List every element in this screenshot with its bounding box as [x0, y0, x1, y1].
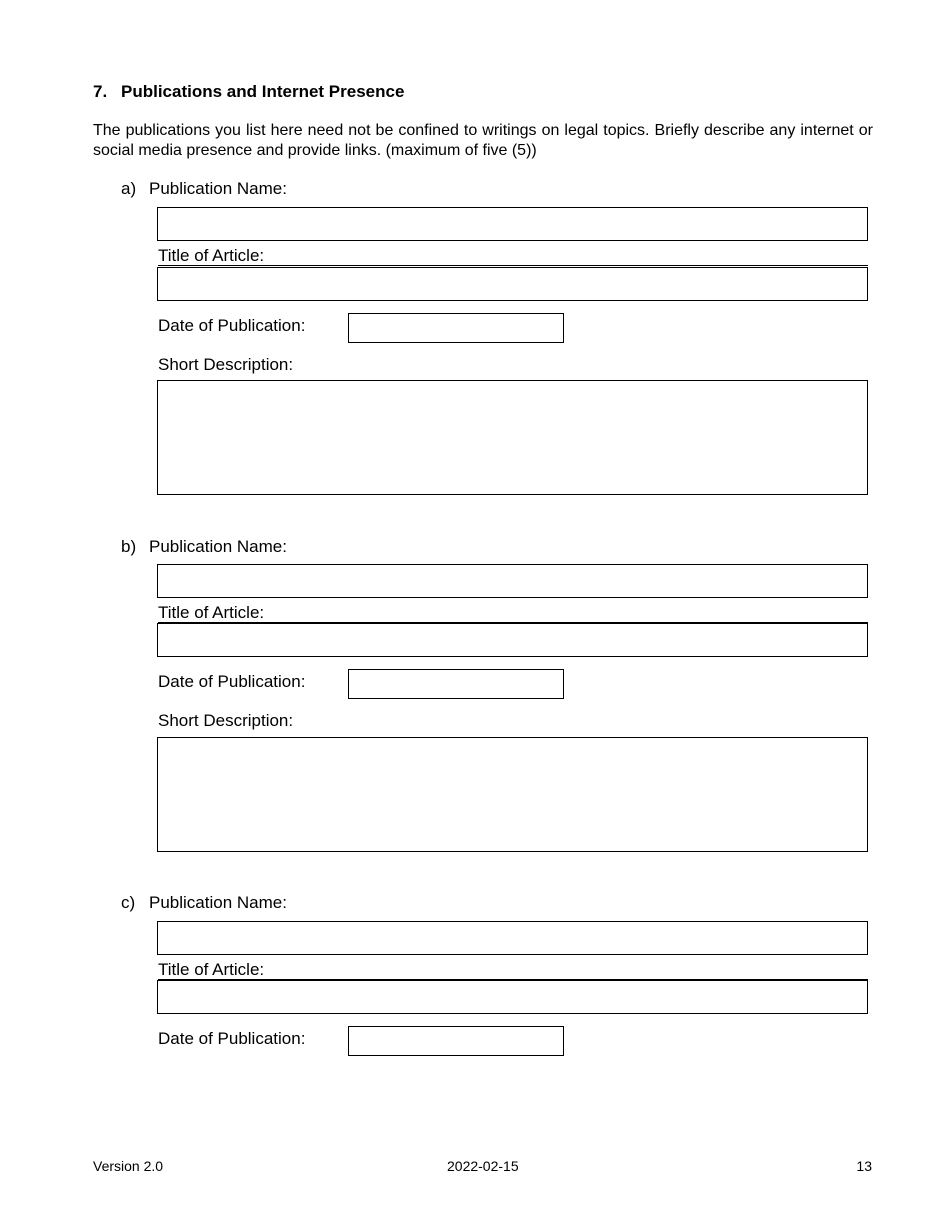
short-description-label: Short Description:: [158, 355, 294, 374]
section-number: 7.: [93, 82, 108, 101]
publication-a-description-input[interactable]: [157, 380, 868, 495]
publication-c-title-input[interactable]: [157, 980, 868, 1014]
title-of-article-label: Title of Article:: [158, 247, 868, 266]
title-of-article-label: Title of Article:: [158, 961, 868, 980]
publication-a-date-input[interactable]: [348, 313, 564, 343]
section-heading: [93, 82, 404, 102]
footer-page-number: 13: [856, 1158, 872, 1174]
publication-b-date-input[interactable]: [348, 669, 564, 699]
footer-date: 2022-02-15: [447, 1158, 519, 1174]
publication-c-label: [121, 893, 287, 913]
section-title: Publications and Internet Presence: [121, 82, 405, 101]
publication-name-label: Publication Name:: [149, 893, 287, 912]
publication-name-label: Publication Name:: [149, 179, 287, 198]
date-of-publication-label: Date of Publication:: [158, 672, 306, 691]
publication-b-name-input[interactable]: [157, 564, 868, 598]
publication-b-description-input[interactable]: [157, 737, 868, 852]
title-of-article-label: Title of Article:: [158, 604, 868, 623]
footer-version: Version 2.0: [93, 1158, 164, 1174]
publication-b-title-input[interactable]: [157, 623, 868, 657]
publication-c-name-input[interactable]: [157, 921, 868, 955]
short-description-label: Short Description:: [158, 711, 294, 730]
publication-a-label: [121, 179, 287, 199]
publication-a-name-input[interactable]: [157, 207, 868, 241]
item-letter: a): [121, 179, 137, 198]
date-of-publication-label: Date of Publication:: [158, 1029, 306, 1048]
item-letter: b): [121, 537, 137, 556]
publication-name-label: Publication Name:: [149, 537, 287, 556]
publication-a-title-input[interactable]: [157, 267, 868, 301]
date-of-publication-label: Date of Publication:: [158, 316, 306, 335]
section-intro: The publications you list here need not be confined to writings on legal topics. Briefly describe any internet or social media presence and provide links. (maximum of five (5)): [93, 122, 873, 159]
publication-b-label: [121, 537, 287, 557]
item-letter: c): [121, 893, 136, 912]
publication-c-date-input[interactable]: [348, 1026, 564, 1056]
